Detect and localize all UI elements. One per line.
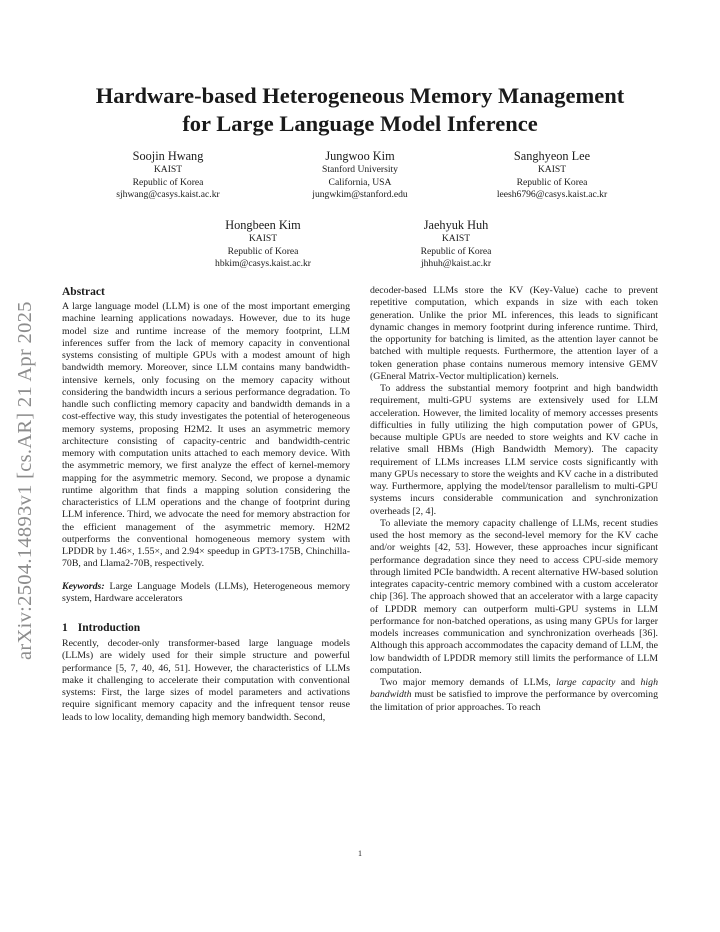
- section-number: 1: [62, 622, 68, 634]
- author-affiliation: KAIST: [537, 164, 567, 175]
- keywords-text: Large Language Models (LLMs), Heterogeneous memory system, Hardware accelerators: [62, 580, 350, 604]
- title-line-2: for Large Language Model Inference: [182, 111, 538, 136]
- keywords-label: Keywords:: [62, 580, 105, 592]
- author-name: Hongbeen Kim: [225, 218, 301, 232]
- author-affiliation: KAIST: [153, 164, 183, 175]
- author-email[interactable]: jungwkim@stanford.edu: [312, 189, 408, 201]
- abstract-text: A large language model (LLM) is one of the most important emerging machine learning applications nowadays. However, due to its huge model size and runtime increase of the memory footprint, LLM inferences suffer from the lack of memory capacity in conventional systems consisting of multiple GPUs with a modest amount of high bandwidth memory. Moreover, since LLM contains many bandwidth-intensive kernels, only focusing on the memory capacity without considering the bandwidth incurs a serious performance degradation. To handle such conflicting memory capacity and bandwidth demands in a cost-effective way, this study investigates the potential of heterogeneous memory systems, proposing H2M2. It uses an asymmetric memory architecture consisting of capacity-centric and bandwidth-centric memory with computation units attached to each memory device. With the asymmetric memory, we first analyze the effect of kernel-memory mapping for the asymmetric memory. Second, we propose a dynamic runtime algorithm that finds a mapping solution considering the characteristics of LLM operations and the change of footprint during LLM inference. Third, we advocate the need for memory abstraction for the efficient management of the asymmetric memory. H2M2 outperforms the conventional homogeneous memory system with LPDDR by 1.46×, 1.55×, and 2.94× speedup in GPT3-175B, Chinchilla-70B, and Llama2-70B, respectively.: [62, 301, 350, 570]
- text-run: and: [615, 677, 641, 688]
- section-heading-introduction: [62, 621, 350, 635]
- author-email[interactable]: jhhuh@kaist.ac.kr: [420, 258, 492, 270]
- author-location: California, USA: [328, 176, 392, 188]
- author-affiliation: KAIST: [248, 233, 278, 244]
- author-block: [260, 148, 460, 202]
- body-paragraph: To alleviate the memory capacity challenge of LLMs, recent studies used the host memory as the second-level memory for the KV cache and/or weights [42, 53]. However, these approaches incur significant performance degradation since they need to access CPU-side memory through limited PCIe bandwidth. A recent alternative HW-based solution integrates capacity-centric memory combined with a custom accelerator chip [36]. The approach showed that an accelerator with a large capacity of LPDDR memory can outperform multi-GPU systems in LLM performance for non-batched operations, as using many GPUs for larger models increases communication and synchronization overheads [36]. Although this approach accommodates the capacity demand of LLM, the low bandwidth of LPDDR memory still limits the performance of LLM computation.: [370, 517, 658, 676]
- text-run: Two major memory demands of LLMs,: [380, 677, 557, 688]
- author-location: Republic of Korea: [420, 245, 492, 257]
- author-affiliation: Stanford University: [322, 164, 398, 175]
- author-email[interactable]: sjhwang@casys.kaist.ac.kr: [116, 189, 220, 201]
- keywords: [62, 581, 350, 606]
- intro-paragraph: Recently, decoder-only transformer-based large language models (LLMs) are widely used for their simple structure and powerful performance [5, 7, 40, 46, 51]. However, the characteristics of LLMs make it challenging to accelerate their computation with conventional systems: First, the large sizes of model parameters and activations require significant memory capacity and the infrequent tensor reuse leads to low locality, demanding high memory bandwidth. Second,: [62, 638, 350, 723]
- emphasis-text: large capacity: [556, 677, 616, 688]
- author-block: [452, 148, 652, 202]
- author-name: Soojin Hwang: [132, 149, 204, 163]
- author-email[interactable]: hbkim@casys.kaist.ac.kr: [215, 258, 311, 270]
- body-paragraph: [370, 677, 658, 714]
- author-name: Jaehyuk Huh: [423, 218, 489, 232]
- arxiv-identifier: arXiv:2504.14893v1 [cs.AR] 21 Apr 2025: [14, 301, 36, 660]
- author-location: Republic of Korea: [516, 176, 588, 188]
- body-paragraph: decoder-based LLMs store the KV (Key-Value) cache to prevent repetitive computation, which expands in size with each token generation. Unlike the prior ML inferences, this leads to significant dynamic changes in memory footprint during inference runtime. Third, the opportunity for batching is limited, as the attention layer cannot be batched with multiple requests. Furthermore, the attention layer of a token generation phase contains numerous memory intensive GEMV (GEneral Matrix-Vector multiplication) kernels.: [370, 285, 658, 382]
- section-title: Introduction: [77, 622, 141, 634]
- abstract-heading: Abstract: [62, 286, 105, 298]
- author-location: Republic of Korea: [132, 176, 204, 188]
- emphasis-text: high bandwidth: [370, 677, 659, 701]
- author-email[interactable]: leesh6796@casys.kaist.ac.kr: [496, 189, 608, 201]
- page-number: 1: [358, 849, 362, 858]
- left-column: [62, 285, 350, 724]
- text-run: must be satisfied to improve the performance by overcoming the limitation of prior approaches. To reach: [370, 689, 658, 713]
- author-location: Republic of Korea: [227, 245, 299, 257]
- author-block: [356, 217, 556, 271]
- author-name: Jungwoo Kim: [325, 149, 395, 163]
- paper-title: [40, 82, 680, 138]
- title-line-1: Hardware-based Heterogeneous Memory Management: [95, 83, 625, 108]
- right-column: [370, 285, 658, 714]
- author-block: [163, 217, 363, 271]
- author-block: [68, 148, 268, 202]
- author-affiliation: KAIST: [441, 233, 471, 244]
- body-paragraph: To address the substantial memory footprint and high bandwidth requirement, multi-GPU systems are extensively used for LLM acceleration. However, the limited locality of memory accesses presents difficulties in fully utilizing the high computation power of GPUs, because multiple GPUs are needed to store weights and KV cache in relative small HBMs (High Bandwidth Memory). The capacity requirement of LLMs increases LLM service costs significantly with many GPUs necessary to store the weights and KV cache in a distributed way. Furthermore, applying the model/tensor parallelism to multi-GPU systems incurs considerable communication and synchronization overheads [2, 4].: [370, 383, 658, 517]
- author-name: Sanghyeon Lee: [513, 149, 591, 163]
